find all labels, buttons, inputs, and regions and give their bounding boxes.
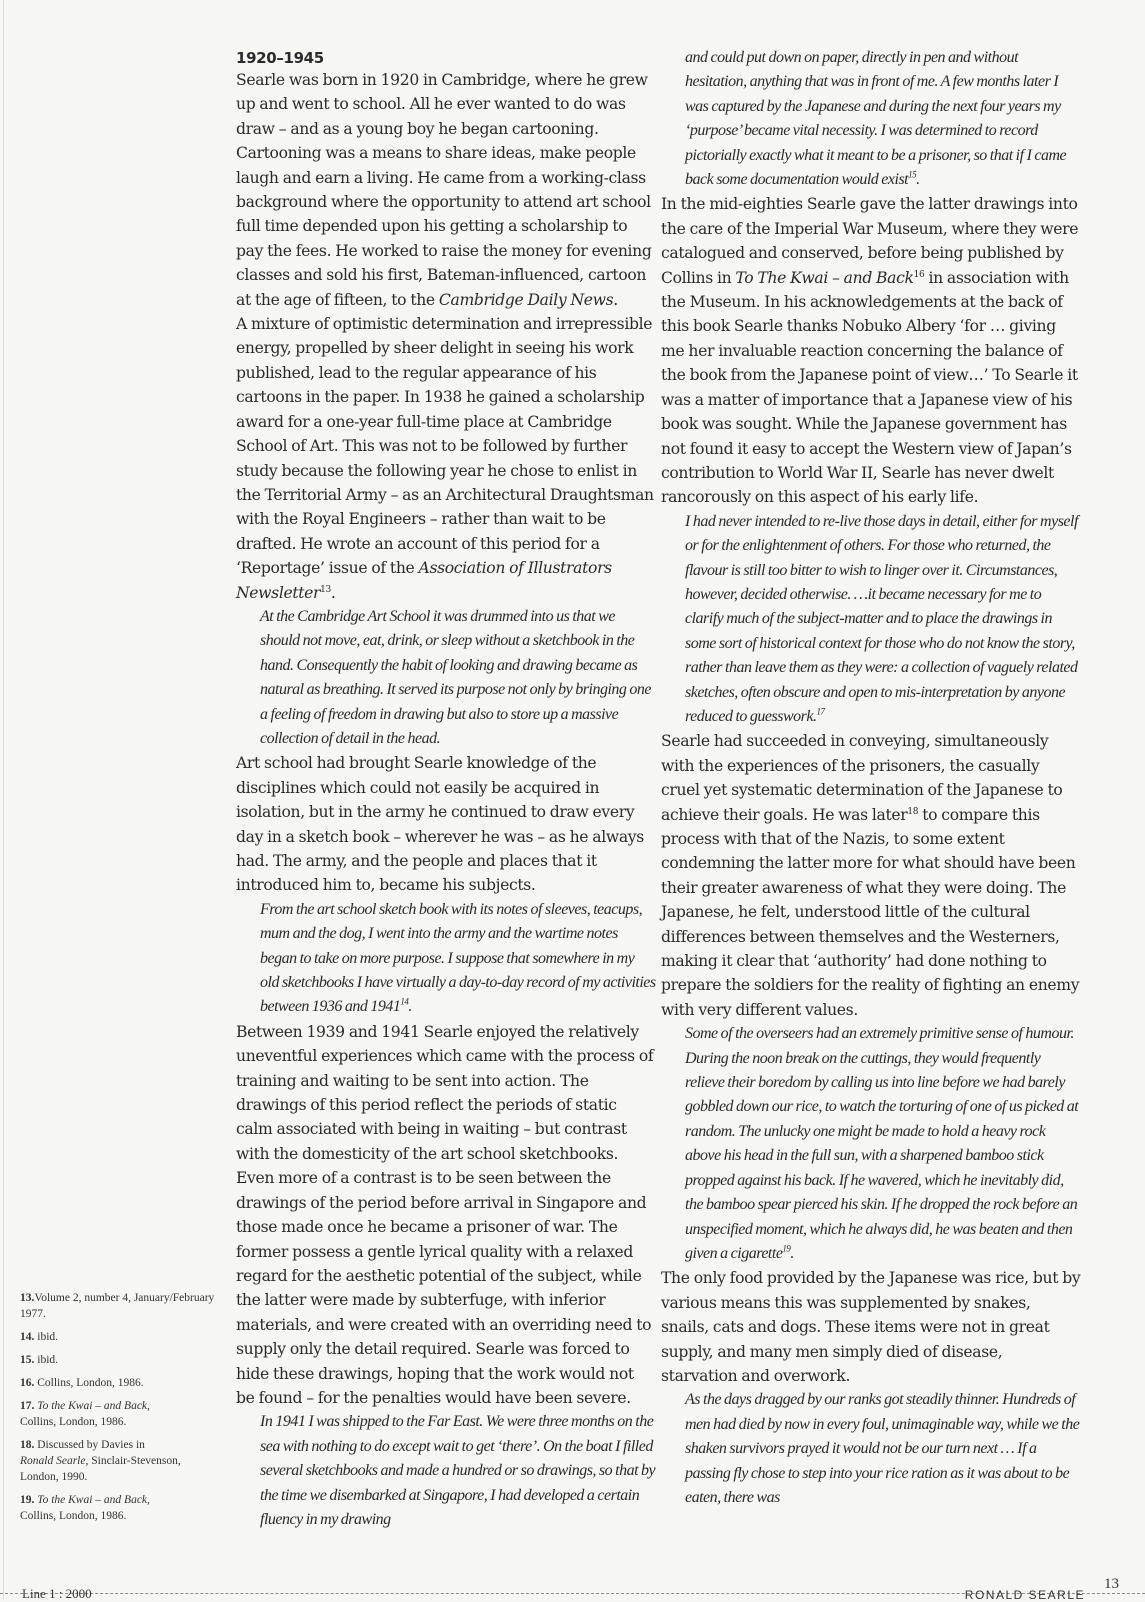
footnote-ref[interactable]: 19 bbox=[782, 1243, 791, 1254]
paragraph: The only food provided by the Japanese was rice, but by various means this was supplemented by snakes, snails, cats and dogs. These items were not in great supply, and many men simply died of disease, starvation and overwork. bbox=[661, 1269, 1081, 1385]
footnote-18: 18. Discussed by Davies in Ronald Searle, Sinclair-Stevenson, London, 1990. bbox=[20, 1439, 181, 1483]
block-quote: From the art school sketch book with its notes of sleeves, teacups, mum and the dog, I went into the army and the wartime notes began to take on more purpose. I suppose that somewhere in my old sketchbooks I have virtually a day-to-day record of my activities between 1936 and 1941$^{14}$. bbox=[260, 900, 656, 1016]
footnote-ref[interactable]: 15 bbox=[908, 169, 917, 180]
page-margin-rule bbox=[3, 0, 4, 1600]
paragraph: Searle had succeeded in conveying, simultaneously with the experiences of the prisoners, the casually cruel yet systematic determination of the Japanese to achieve their goals. He was later$^{18}$ to compare this process with that of the Nazis, to some extent condemning the latter more for what should have been their greater awareness of what they were doing. The Japanese, he felt, understood little of the cultural differences between themselves and the Westerners, making it clear that ‘authority’ had done nothing to prepare the soldiers for the reality of fighting an enemy with very different values. bbox=[661, 732, 1080, 1019]
paragraph: Searle was born in 1920 in Cambridge, where he grew up and went to school. All he ever wanted to do was draw – and as a young boy he began cartooning. Cartooning was a means to share ideas, make people laugh and earn a living. He came from a working-class background where the opportunity to attend art school full time depended upon his getting a scholarship to pay the fees. He worked to raise the money for evening classes and sold his first, Bateman-influenced, cartoon at the age of fifteen, to the Cambridge Daily News. bbox=[236, 71, 652, 309]
right-column bbox=[661, 46, 1081, 1510]
running-title: RONALD SEARLE bbox=[964, 1588, 1085, 1602]
block-quote: As the days dragged by our ranks got steadily thinner. Hundreds of men had died by now in every foul, unimaginable way, while we the shaken survivors prayed it would not be our turn next … If a passing fly chose to step into your rice ration as it was about to be eaten, there was bbox=[685, 1391, 1080, 1506]
footnotes bbox=[20, 1290, 220, 1531]
footnote-ref[interactable]: 14 bbox=[400, 997, 409, 1008]
footnote-19: 19. To the Kwai – and Back, Collins, London, 1986. bbox=[20, 1494, 150, 1522]
footnote-15: 15. ibid. bbox=[20, 1354, 59, 1366]
block-quote: In 1941 I was shipped to the Far East. We were three months on the sea with nothing to do except wait to get ‘there’. On the boat I filled several sketchbooks and made a hundred or so drawings, so that by the time we disembarked at Singapore, I had developed a certain fluency in my drawing bbox=[260, 1413, 656, 1528]
publication-issue: Line 1 : 2000 bbox=[22, 1586, 92, 1601]
left-column bbox=[236, 46, 656, 1532]
footnote-ref[interactable]: 18 bbox=[907, 806, 919, 817]
footnote-13: 13.Volume 2, number 4, January/February 1977. bbox=[20, 1292, 215, 1320]
footnote-ref[interactable]: 17 bbox=[816, 706, 825, 717]
block-quote: I had never intended to re-live those days in detail, either for myself or for the enlightenment of others. For those who returned, the flavour is still too bitter to wish to linger over it. Circumstances, however, decided otherwise. …it became necessary for me to clarify much of the subject-matter and to place the drawings in some sort of historical context for those who do not know the story, rather than leave them as they were: a collection of vaguely related sketches, often obscure and open to mis-interpretation by anyone reduced to guesswork.$^{17}$ bbox=[685, 512, 1078, 725]
footnote-16: 16. Collins, London, 1986. bbox=[20, 1377, 144, 1389]
footnote-17: 17. To the Kwai – and Back, Collins, London, 1986. bbox=[20, 1400, 150, 1428]
footnote-ref[interactable]: 16 bbox=[913, 269, 925, 280]
footnote-14: 14. ibid. bbox=[20, 1331, 59, 1343]
page-footer bbox=[0, 1576, 1145, 1602]
section-heading: 1920–1945 bbox=[236, 49, 324, 67]
block-quote: At the Cambridge Art School it was drummed into us that we should not move, eat, drink, or sleep without a sketchbook in the hand. Consequently the habit of looking and drawing became as natural as breathing. It served its purpose not only by bringing one a feeling of freedom in drawing but also to store up a massive collection of detail in the head. bbox=[260, 607, 651, 747]
paragraph: In the mid-eighties Searle gave the latter drawings into the care of the Imperial War Museum, where they were catalogued and conserved, before being published by Collins in To The Kwai – and Back$^{16}$ in association with the Museum. In his acknowledgements at the back of this book Searle thanks Nobuko Albery ‘for … giving me her invaluable reaction concerning the balance of the book from the Japanese point of view…’ To Searle it was a matter of importance that a Japanese view of his book was sought. While the Japanese government has not found it easy to accept the Western view of Japan’s contribution to World War II, Searle has never dwelt rancorously on this aspect of his early life. bbox=[661, 195, 1079, 507]
footnote-ref[interactable]: 13 bbox=[320, 584, 331, 595]
page-number: 13 bbox=[1104, 1576, 1119, 1592]
paragraph: A mixture of optimistic determination and irrepressible energy, propelled by sheer delight in seeing his work published, lead to the regular appearance of his cartoons in the paper. In 1938 he gained a scholarship award for a one-year full-time place at Cambridge School of Art. This was not to be followed by further study because the following year he chose to enlist in the Territorial Army – as an Architectural Draughtsman with the Royal Engineers – rather than wait to be drafted. He wrote an account of this period for a ‘Reportage’ issue of the Association of Illustrators Newsletter$^{13}$. bbox=[236, 315, 654, 602]
paragraph: Between 1939 and 1941 Searle enjoyed the relatively uneventful experiences which came with the process of training and waiting to be sent into action. The drawings of this period reflect the periods of static calm associated with being in waiting – but contrast with the domesticity of the art school sketchbooks. Even more of a contrast is to be seen between the drawings of the period before arrival in Singapore and those made once he became a prisoner of war. The former possess a gentle lyrical quality with a relaxed regard for the aesthetic potential of the subject, while the latter were made by subterfuge, with inferior materials, and were created with an overriding need to supply only the detail required. Searle was forced to hide these drawings, hoping that the work would not be found – for the penalties would have been severe. bbox=[236, 1022, 654, 1407]
block-quote-continued: and could put down on paper, directly in pen and without hesitation, anything that was in front of me. A few months later I was captured by the Japanese and during the next four years my ‘purpose’ became vital necessity. I was determined to record pictorially exactly what it meant to be a prisoner, so that if I came back some documentation would exist$^{15}$. bbox=[685, 49, 1067, 189]
block-quote: Some of the overseers had an extremely primitive sense of humour. During the noon break on the cuttings, they would frequently relieve their boredom by calling us into line before we had barely gobbled down our rice, to watch the torturing of one of us picked at random. The unlucky one might be made to hold a heavy rock above his head in the full sun, with a sharpened bamboo stick propped against his back. If he wavered, which he inevitably did, the bamboo spear pierced his skin. If he dropped the rock before an unspecified moment, which he always did, he was beaten and then given a cigarette$^{19}$. bbox=[685, 1025, 1079, 1262]
paragraph: Art school had brought Searle knowledge of the disciplines which could not easily be acquired in isolation, but in the army he continued to draw every day in a sketch book – wherever he was – as he always had. The army, and the people and places that it introduced him to, became his subjects. bbox=[236, 754, 644, 895]
